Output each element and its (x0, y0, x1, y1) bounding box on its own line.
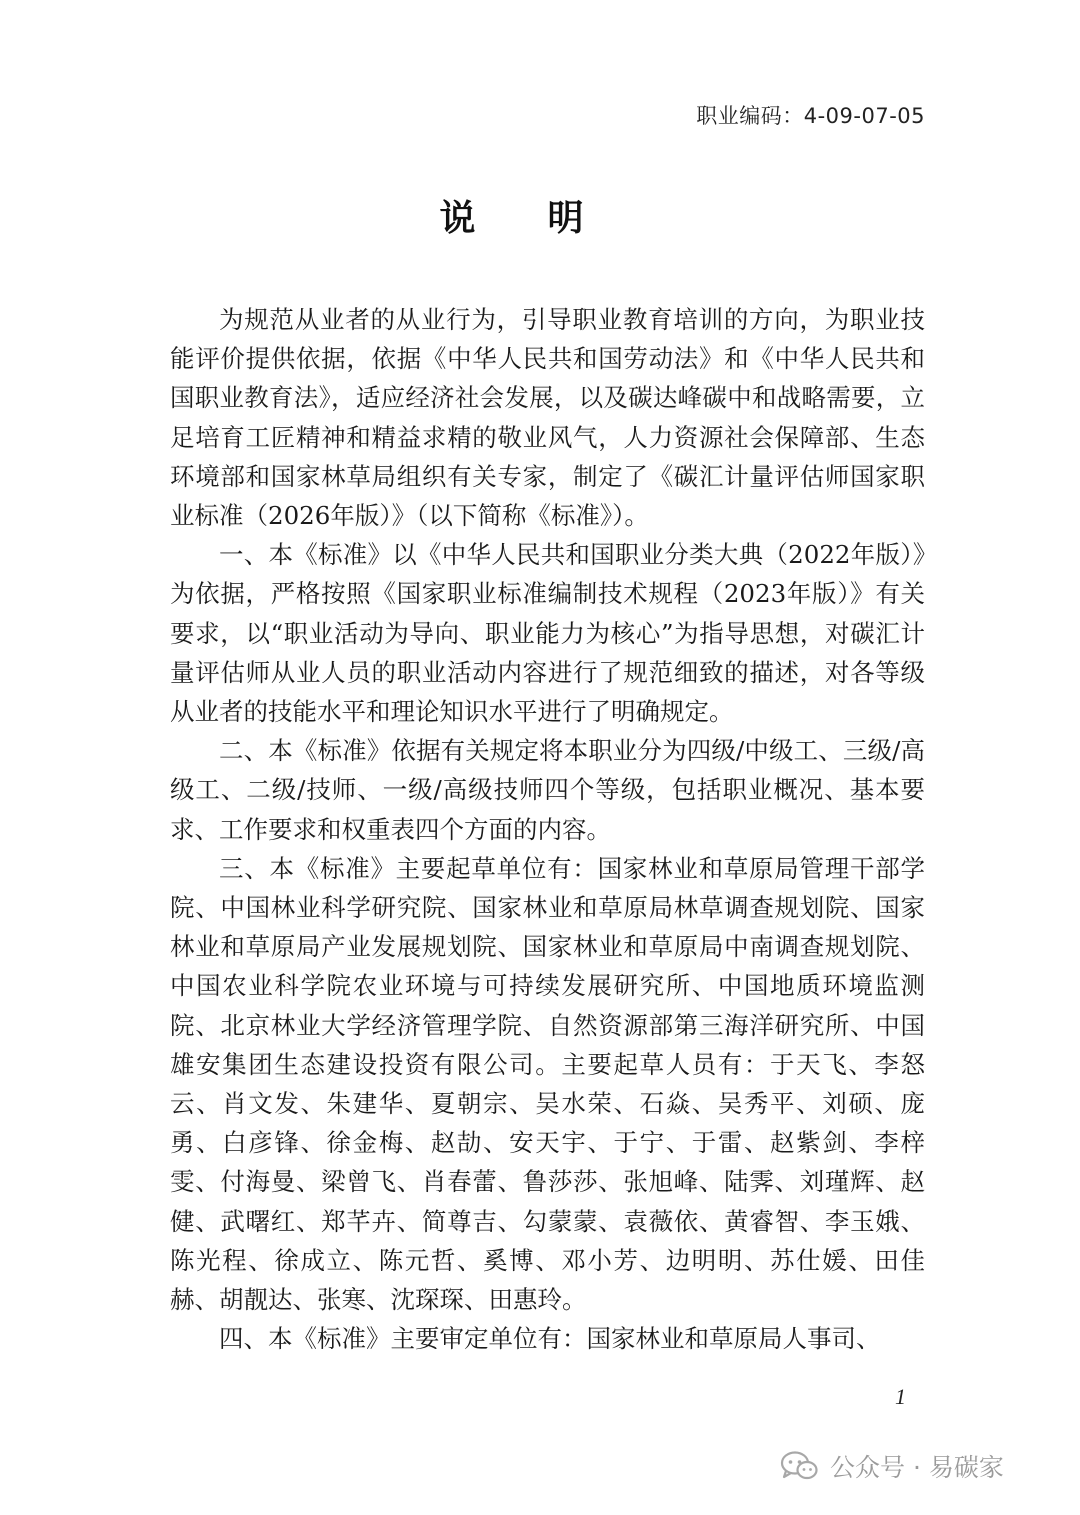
watermark-text: 公众号 · 易碳家 (830, 1453, 1004, 1482)
item-one-paragraph: 一、本《标准》以《中华人民共和国职业分类大典（2022年版）》为依据，严格按照《国家职业标准编制技术规程（2023年版）》有关要求，以“职业活动为导向、职业能力为核心”为指导思想，对碳汇计量评估师从业人员的职业活动内容进行了规范细致的描述，对各等级从业者的技能水平和理论知识水平进行了明确规定。 (170, 540, 925, 727)
page-title: 说明 (439, 198, 656, 239)
watermark (780, 1448, 1004, 1484)
item-two-paragraph: 二、本《标准》依据有关规定将本职业分为四级/中级工、三级/高级工、二级/技师、一级/高级技师四个等级，包括职业概况、基本要求、工作要求和权重表四个方面的内容。 (170, 736, 925, 844)
page-number: 1 (895, 1384, 906, 1409)
item-three-paragraph: 三、本《标准》主要起草单位有：国家林业和草原局管理干部学院、中国林业科学研究院、国家林业和草原局林草调查规划院、国家林业和草原局产业发展规划院、国家林业和草原局中南调查规划院、中国农业科学院农业环境与可持续发展研究所、中国地质环境监测院、北京林业大学经济管理学院、自然资源部第三海洋研究所、中国雄安集团生态建设投资有限公司。主要起草人员有：于天飞、李怒云、肖文发、朱建华、夏朝宗、吴水荣、石焱、吴秀平、刘硕、庞勇、白彦锋、徐金梅、赵劼、安天宇、于宁、于雷、赵紫剑、李梓雯、付海曼、梁曾飞、肖春蕾、鲁莎莎、张旭峰、陆霁、刘瑾辉、赵健、武曙红、郑芊卉、简尊吉、勾蒙蒙、袁薇依、黄睿智、李玉娥、陈光程、徐成立、陈元哲、奚博、邓小芳、边明明、苏仕媛、田佳赫、胡靓达、张寒、沈琛琛、田惠玲。 (170, 853, 925, 1315)
item-four-paragraph: 四、本《标准》主要审定单位有：国家林业和草原局人事司、 (219, 1324, 881, 1354)
occupation-code: 职业编码：4-09-07-05 (696, 104, 925, 128)
intro-paragraph: 为规范从业者的从业行为，引导职业教育培训的方向，为职业技能评价提供依据，依据《中华人民共和国劳动法》和《中华人民共和国职业教育法》，适应经济社会发展，以及碳达峰碳中和战略需要，立足培育工匠精神和精益求精的敬业风气，人力资源社会保障部、生态环境部和国家林草局组织有关专家，制定了《碳汇计量评估师国家职业标准（2026年版）》（以下简称《标准》）。 (170, 305, 925, 531)
document-body (170, 300, 925, 1358)
wechat-icon (780, 1451, 818, 1481)
